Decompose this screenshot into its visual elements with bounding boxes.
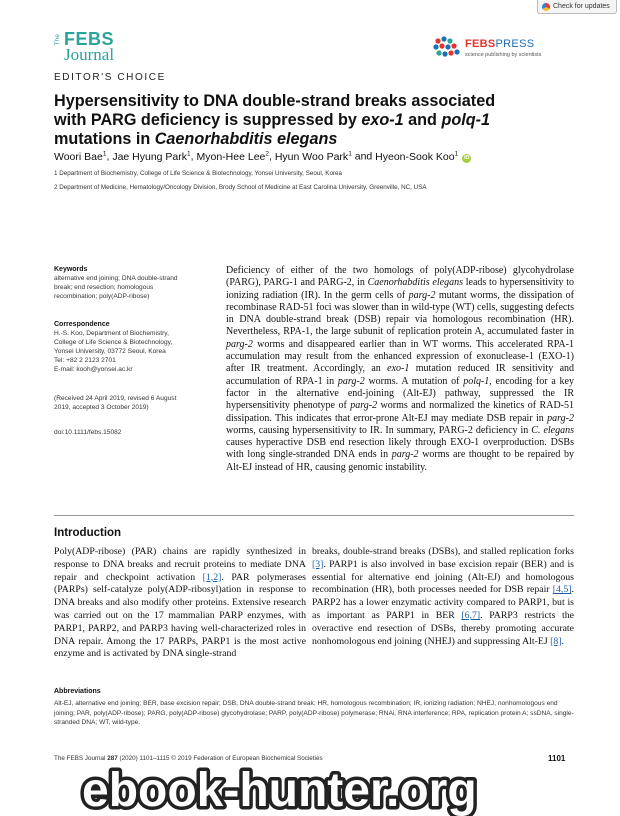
orcid-icon[interactable]: iD — [463, 154, 470, 161]
crossmark-icon — [542, 3, 550, 11]
febs-press-tagline: science publishing by scientists — [465, 52, 542, 58]
title-line-2 — [54, 111, 574, 130]
author[interactable]: Hyun Woo Park$^1$ — [274, 150, 352, 163]
reference-link[interactable]: [4,5] — [552, 584, 572, 596]
section-label: EDITOR'S CHOICE — [54, 72, 166, 83]
affiliation-2: 2 Department of Medicine, Hematology/Oncology Division, Brody School of Medicine at East Carolina University, Greenville, NC, USA — [54, 184, 427, 191]
watermark-text: ebook-hunter.org — [82, 764, 477, 816]
footer-citation: The FEBS Journal 287 (2020) 1101–1115 © 2019 Federation of European Biochemical Societies — [54, 755, 323, 762]
title-text: mutations in — [54, 130, 155, 148]
introduction-column-right: breaks, double-strand breaks (DSBs), and stalled replication forks [3]. PARP1 is also involved in base excision repair (BER) and is essential for alternative end joining (Alt-EJ) and homologous recombination (HR), both processes needed for DSB repair [4,5]. PARP2 has a lower enzymatic activity compared to PARP1, but is as important as PARP1 in BER [6,7]. PARP3 restricts the overactive end resection of DSBs, thereby promoting accurate nonhomologous end joining (NHEJ) and suppressing Alt-EJ [8]. — [312, 546, 574, 647]
author[interactable]: Hyeon-Sook Koo$^1$ — [375, 150, 459, 163]
febs-press-name — [465, 38, 534, 50]
title-species: Caenorhabditis elegans — [154, 130, 338, 148]
reference-link[interactable]: [8] — [550, 635, 562, 647]
author[interactable]: Myon-Hee Lee$^2$ — [196, 150, 269, 163]
doi-link[interactable]: doi:10.1111/febs.15082 — [54, 429, 122, 436]
abbreviations-heading: Abbreviations — [54, 688, 101, 695]
affiliation-1: 1 Department of Biochemistry, College of Life Science & Biotechnology, Yonsei University, Seoul, Korea — [54, 170, 343, 177]
keywords-line: alternative end joining; DNA double-strand — [54, 275, 178, 282]
author-list: Woori Bae$^1$, Jae Hyung Park$^1$, Myon-Hee Lee$^2$, Hyun Woo Park$^1$ and Hyeon-Sook Koo$^1$iD — [54, 150, 470, 163]
journal-logo-word: Journal — [64, 45, 115, 64]
author[interactable]: Jae Hyung Park$^1$ — [112, 150, 191, 163]
page-number: 1101 — [548, 754, 566, 763]
keywords-line: recombination; poly(ADP-ribose) — [54, 293, 150, 300]
correspondence-line: Yonsei University, 03772 Seoul, Korea — [54, 348, 166, 355]
correspondence-email[interactable]: E-mail: kooh@yonsei.ac.kr — [54, 366, 133, 373]
correspondence-line: College of Life Science & Biotechnology, — [54, 339, 173, 346]
introduction-column-left: Poly(ADP-ribose) (PAR) chains are rapidly synthesized in response to DNA breaks and recruit proteins to mediate DNA repair and checkpoint activation [1,2]. PAR polymerases (PARPs) self-catalyze poly(ADP-ribosyl)ation in response to DNA breaks and also modify other proteins. Extensive research was carried out on the 17 mammalian PARP enzymes, with PARP1, PARP2, and PARP3 having well-characterized roles in DNA repair. Among the 17 PARPs, PARP1 is the most active enzyme and is activated by DNA single-strand — [54, 546, 306, 660]
keywords-block — [54, 265, 212, 301]
keywords-heading: Keywords — [54, 266, 88, 273]
reference-link[interactable]: [3] — [312, 558, 324, 570]
article-title — [54, 92, 574, 149]
history-line: (Received 24 April 2019, revised 6 August — [54, 395, 177, 402]
correspondence-line: Tel: +82 2 2123 2701 — [54, 357, 116, 364]
keywords-line: break; end resection; homologous — [54, 284, 154, 291]
journal-logo-febs: FEBS — [64, 29, 115, 49]
author[interactable]: Woori Bae$^1$ — [54, 150, 107, 163]
section-divider — [54, 515, 574, 516]
correspondence-block — [54, 320, 212, 374]
watermark — [78, 762, 618, 816]
reference-link[interactable]: [6,7] — [461, 609, 481, 621]
correspondence-heading: Correspondence — [54, 321, 110, 328]
history-line: 2019, accepted 3 October 2019) — [54, 404, 149, 411]
correspondence-line: H.-S. Koo, Department of Biochemistry, — [54, 330, 169, 337]
title-text: with PARG deficiency is suppressed by — [54, 111, 362, 129]
reference-link[interactable]: [1,2] — [202, 571, 222, 583]
abstract: Deficiency of either of the two homologs of poly(ADP-ribose) glycohydrolase (PARG), PARG-1 and PARG-2, in Caenorhabditis elegans leads to hypersensitivity to ionizing radiation (IR). In the germ cells of parg-2 mutant worms, the dissipation of recombinase RAD-51 foci was slower than in wild-type (WT) cells, suggesting defects in DNA double-strand break (DSB) repair via homologous recombination (HR). Nevertheless, RPA-1, the large subunit of replication protein A, accumulated faster in parg-2 worms and disappeared earlier than in WT worms. This accelerated RPA-1 accumulation may result from the enhanced expression of exonuclease-1 (EXO-1) after IR treatment. Accordingly, an exo-1 mutation reduced IR sensitivity and accumulation of RPA-1 in parg-2 worms. A mutation of polq-1, encoding for a key factor in the alternative end-joining (Alt-EJ) pathway, suppressed the IR hypersensitivity phenotype of parg-2 worms and normalized the kinetics of RAD-51 dissipation. This indicates that error-prone Alt-EJ may mediate DSB repair in parg-2 worms, causing hypersensitivity to IR. In summary, PARG-2 deficiency in C. elegans causes hyperactive DSB end resection likely through EXO-1 overproduction. DSBs with long single-stranded DNA ends in parg-2 worms are thought to be repaired by Alt-EJ instead of HR, causing genomic instability. — [226, 265, 575, 473]
febs-press-name-a: FEBS — [465, 38, 496, 50]
title-gene-exo1: exo-1 — [361, 111, 404, 129]
introduction-heading: Introduction — [54, 527, 122, 539]
abbreviations-text: Alt-EJ, alternative end joining; BER, base excision repair; DSB, DNA double-strand break; HR, homologous recombination; IR, ionizing radiation; NHEJ, nonhomologous end joining; PAR, poly(ADP-ribose); PARG, poly(ADP-ribose) glycohydrolase; PARP, poly(ADP-ribose) polymerase; RNAi, RNA interference; RPA, replication protein A; ssDNA, single-stranded DNA; WT, wild-type. — [54, 700, 574, 727]
title-gene-polq1: polq-1 — [441, 111, 490, 129]
journal-logo-small: The — [54, 34, 61, 46]
title-line-3 — [54, 130, 574, 149]
check-for-updates-label: Check for updates — [553, 3, 610, 10]
title-line-1: Hypersensitivity to DNA double-strand breaks associated — [54, 92, 496, 110]
febs-press-name-b: PRESS — [495, 38, 535, 50]
check-for-updates-button[interactable] — [537, 0, 617, 14]
febs-press-logo-icon — [432, 35, 462, 59]
history-block — [54, 394, 212, 412]
title-text: and — [403, 111, 442, 129]
